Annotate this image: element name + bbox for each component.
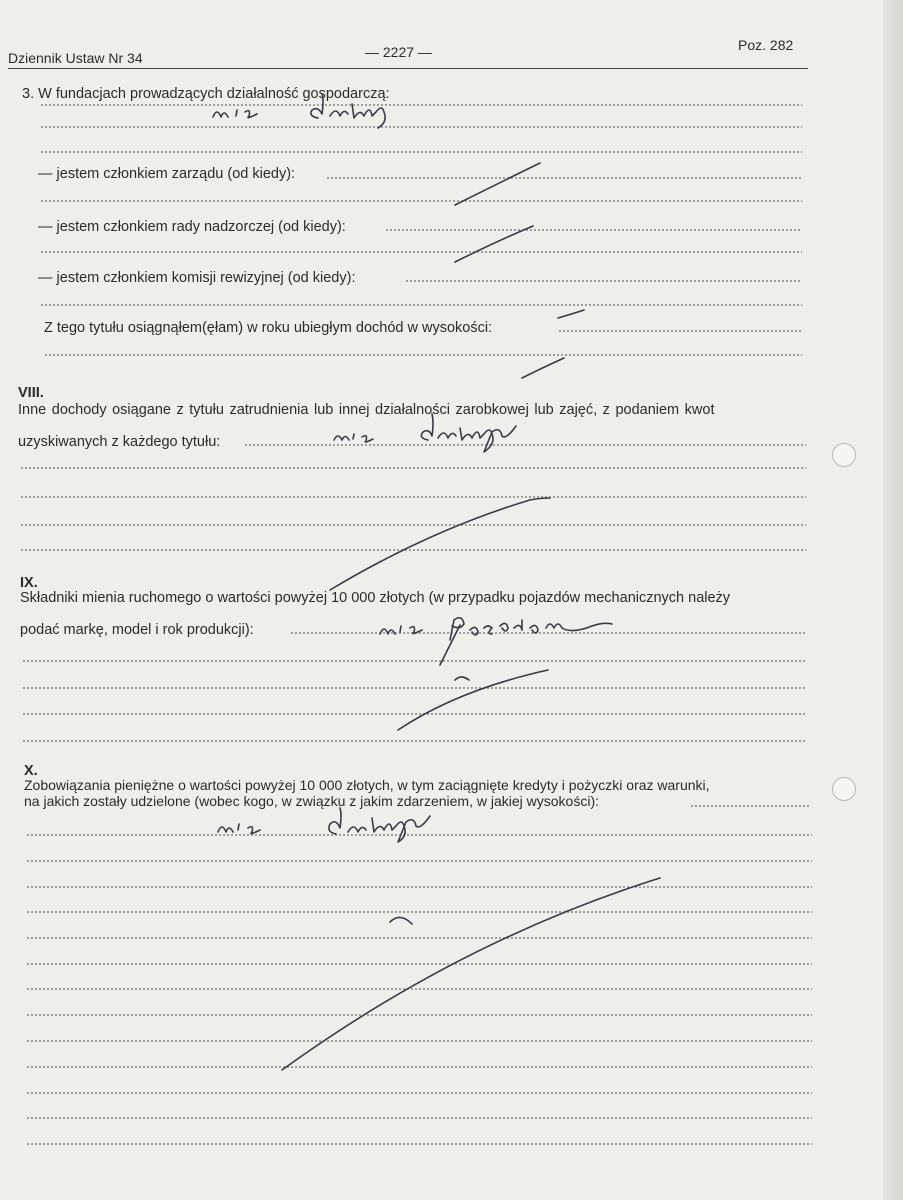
strike-line [455, 226, 533, 262]
dotted-line [20, 549, 806, 551]
income-label: Z tego tytułu osiągnąłem(ęłam) w roku ubiegłym dochód w wysokości: [44, 320, 493, 336]
dotted-line [26, 1040, 812, 1042]
dotted-line [20, 524, 806, 526]
strike-line [522, 358, 564, 378]
dotted-line [690, 805, 810, 807]
section-3-title: 3. W fundacjach prowadzących działalność gospodarczą: [22, 86, 390, 102]
strike-line [455, 163, 540, 205]
section-viii-line1: Inne dochody osiągane z tytułu zatrudnienia lub innej działalności zarobkowej lub zajęć, z podaniem kwot [18, 402, 715, 418]
dotted-line [244, 444, 806, 446]
strike-line [330, 498, 550, 590]
section-ix-line1: Składniki mienia ruchomego o wartości powyżej 10 000 złotych (w przypadku pojazdów mechanicznych należy [20, 590, 731, 606]
dotted-line [26, 1117, 812, 1119]
strike-line [390, 917, 412, 924]
dotted-line [26, 1143, 812, 1145]
dotted-line [20, 467, 806, 469]
dotted-line [26, 911, 812, 913]
page-number: — 2227 — [365, 44, 432, 60]
dotted-line [26, 834, 812, 836]
binder-hole [832, 777, 856, 801]
strike-line [558, 310, 584, 318]
dotted-line [26, 963, 812, 965]
dotted-line [40, 200, 802, 202]
journal-title: Dziennik Ustaw Nr 34 [8, 50, 143, 66]
section-ix-heading: IX. [20, 575, 38, 591]
dotted-line [20, 496, 806, 498]
page-edge [883, 0, 903, 1200]
dotted-line [405, 280, 802, 282]
section-viii-heading: VIII. [18, 385, 44, 401]
dotted-line [22, 687, 806, 689]
dotted-line [22, 713, 806, 715]
dotted-line [40, 251, 802, 253]
section-x-heading: X. [24, 763, 38, 779]
handwriting-nie-dotyczy-10 [218, 808, 430, 842]
dotted-line [40, 104, 802, 106]
strike-line [455, 677, 469, 680]
handwriting-nie-posiadam [380, 618, 612, 640]
header-rule [8, 68, 808, 69]
dotted-line [26, 988, 812, 990]
dotted-line [385, 229, 802, 231]
section-x-line2: na jakich zostały udzielone (wobec kogo, w związku z jakim zdarzeniem, w jakiej wysokości): [24, 793, 600, 809]
strike-line [398, 670, 548, 730]
handwriting-nie-dotyczy-8 [334, 414, 516, 452]
dotted-line [44, 354, 802, 356]
dotted-line [290, 632, 806, 634]
dotted-line [22, 740, 806, 742]
dotted-line [40, 151, 802, 153]
dotted-line [40, 126, 802, 128]
zarzad-label: — jestem członkiem zarządu (od kiedy): [38, 166, 296, 182]
komisja-rewizyjna-label: — jestem członkiem komisji rewizyjnej (od kiedy): [38, 270, 356, 286]
section-x-line1: Zobowiązania pieniężne o wartości powyżej 10 000 złotych, w tym zaciągnięte kredyty i pożyczki oraz warunki, [24, 777, 710, 793]
dotted-line [558, 330, 802, 332]
dotted-line [22, 660, 806, 662]
dotted-line [26, 1066, 812, 1068]
dotted-line [40, 304, 802, 306]
dotted-line [26, 886, 812, 888]
dotted-line [326, 177, 802, 179]
dotted-line [26, 860, 812, 862]
binder-hole [832, 443, 856, 467]
position-number: Poz. 282 [738, 37, 794, 53]
section-ix-line2: podać markę, model i rok produkcji): [20, 622, 254, 638]
dotted-line [26, 937, 812, 939]
dotted-line [26, 1014, 812, 1016]
strike-line [440, 625, 460, 665]
dotted-line [26, 1092, 812, 1094]
rada-nadzorcza-label: — jestem członkiem rady nadzorczej (od kiedy): [38, 219, 346, 235]
section-viii-line2: uzyskiwanych z każdego tytułu: [18, 434, 221, 450]
